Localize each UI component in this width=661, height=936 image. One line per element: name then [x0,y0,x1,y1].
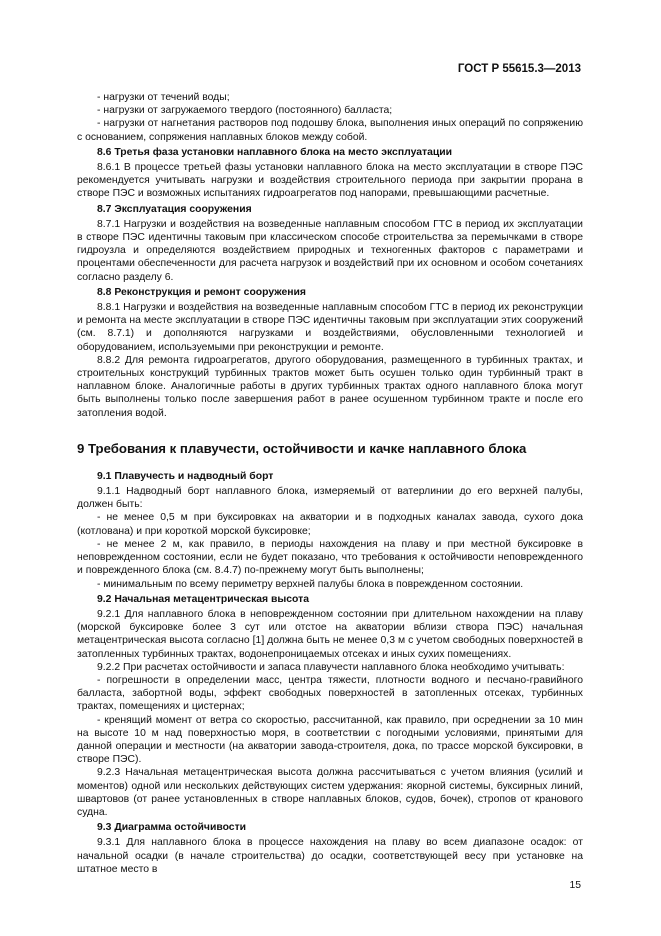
paragraph: 9.2.1 Для наплавного блока в неповрежденном состоянии при длительном нахождении на плаву (морской буксировке более 3 сут или отстое на акватории вблизи створа ПЭС) начальная метацентрическая высота согласно [1] должна быть не менее 0,3 м с учетом свободных поверхностей в затопленных турбинных трактах, водонепроницаемых отсеках и иных сухих помещениях. [77,608,583,660]
subsection-heading: 8.8 Реконструкция и ремонт сооружения [97,286,306,298]
paragraph: 9.3.1 Для наплавного блока в процессе нахождения на плаву во всем диапазоне осадок: от начальной осадки (в начале строительства) до осадки, соответствующей весу при установке на штатное место в [77,837,583,875]
page-number: 15 [569,880,581,891]
section-heading: 9 Требования к плавучести, остойчивости и качке наплавного блока [77,440,527,456]
paragraph: - не менее 0,5 м при буксировках на акватории и в подходных каналах завода, сухого дока (котлована) и при короткой морской буксировке; [77,512,583,537]
paragraph: - нагрузки от нагнетания растворов под подошву блока, выполнения иных операций по сопряжению с основанием, сопряжения наплавных блоков между собой. [77,118,583,143]
document-header: ГОСТ Р 55615.3—2013 [457,63,581,75]
paragraph: 8.8.2 Для ремонта гидроагрегатов, другого оборудования, размещенного в турбинных трактах, и строительных конструкций турбинных трактов может быть осушен только один турбинный тракт в наплавном блоке. Аналогичные работы в других турбинных трактах одного наплавного блока могут быть выполнены только после завершения работ в ранее осушенном турбинном тракте и после его затопления водой. [77,354,583,419]
paragraph: - минимальным по всему периметру верхней палубы блока в поврежденном состоянии. [97,578,524,590]
subsection-heading: 9.3 Диаграмма остойчивости [97,822,247,834]
subsection-heading: 9.1 Плавучесть и надводный борт [97,470,274,482]
paragraph: - кренящий момент от ветра со скоростью, рассчитанной, как правило, при осреднении за 10 мин на высоте 10 м над поверхностью моря, в соответствии с погодными условиями, принятыми для данной операции и местности (на акватории завода-строителя, дока, по трассе морской буксировки, в створе ПЭС). [77,714,583,766]
paragraph: 8.6.1 В процессе третьей фазы установки наплавного блока на место эксплуатации в створе ПЭС рекомендуется учитывать нагрузки и воздействия строительного периода при закрытии прорана в створе ПЭС и возможных испытаниях гидроагрегатов под напорами, превышающими расчетные. [77,162,583,200]
paragraph: - нагрузки от течений воды; [97,92,230,103]
paragraph: 9.1.1 Надводный борт наплавного блока, измеряемый от ватерлинии до его верхней палубы, должен быть: [77,486,583,511]
paragraph: 9.2.2 При расчетах остойчивости и запаса плавучести наплавного блока необходимо учитывать: [97,661,565,673]
paragraph: - погрешности в определении масс, центра тяжести, плотности водного и песчано-гравийного балласта, забортной воды, эффект свободных поверхностей в затопленных отсеках, турбинных трактах, помещениях и цистернах; [77,674,583,713]
paragraph: 8.7.1 Нагрузки и воздействия на возведенные наплавным способом ГТС в период их эксплуатации в створе ПЭС идентичны таковым при классическом способе строительства за перемычками в створе гидроузла и определяются воздействием природных и техногенных факторов с параметрами и процентами обеспеченности для расчета нагрузок и воздействий при их основном и особом сочетаниях согласно разделу 6. [77,218,583,283]
subsection-heading: 8.6 Третья фаза установки наплавного блока на место эксплуатации [97,146,453,158]
document-body [77,91,583,876]
paragraph: - не менее 2 м, как правило, в периоды нахождения на плаву и при местной буксировке в неповрежденном состоянии, если не будет показано, что требования к остойчивости неповрежденного и поврежденного блока (см. 8.4.7) по-прежнему могут быть выполнены; [77,538,583,577]
paragraph: 8.8.1 Нагрузки и воздействия на возведенные наплавным способом ГТС в период их реконструкции и ремонта на месте эксплуатации в створе ПЭС идентичны таковым при эксплуатации этих сооружений (см. 8.7.1) и дополняются нагрузками и воздействиями, обусловленными технологией и оборудованием, используемыми при реконструкции и ремонте. [77,302,583,353]
paragraph: 9.2.3 Начальная метацентрическая высота должна рассчитываться с учетом влияния (усилий и моментов) одной или нескольких действующих систем удержания: якорной системы, буксирных линий, швартовов (от ранее установленных в створе наплавных блоков, судов, бочек), стропов от кранового судна. [77,767,583,818]
subsection-heading: 9.2 Начальная метацентрическая высота [97,593,309,605]
paragraph: - нагрузки от загружаемого твердого (постоянного) балласта; [97,105,393,117]
subsection-heading: 8.7 Эксплуатация сооружения [97,203,252,215]
